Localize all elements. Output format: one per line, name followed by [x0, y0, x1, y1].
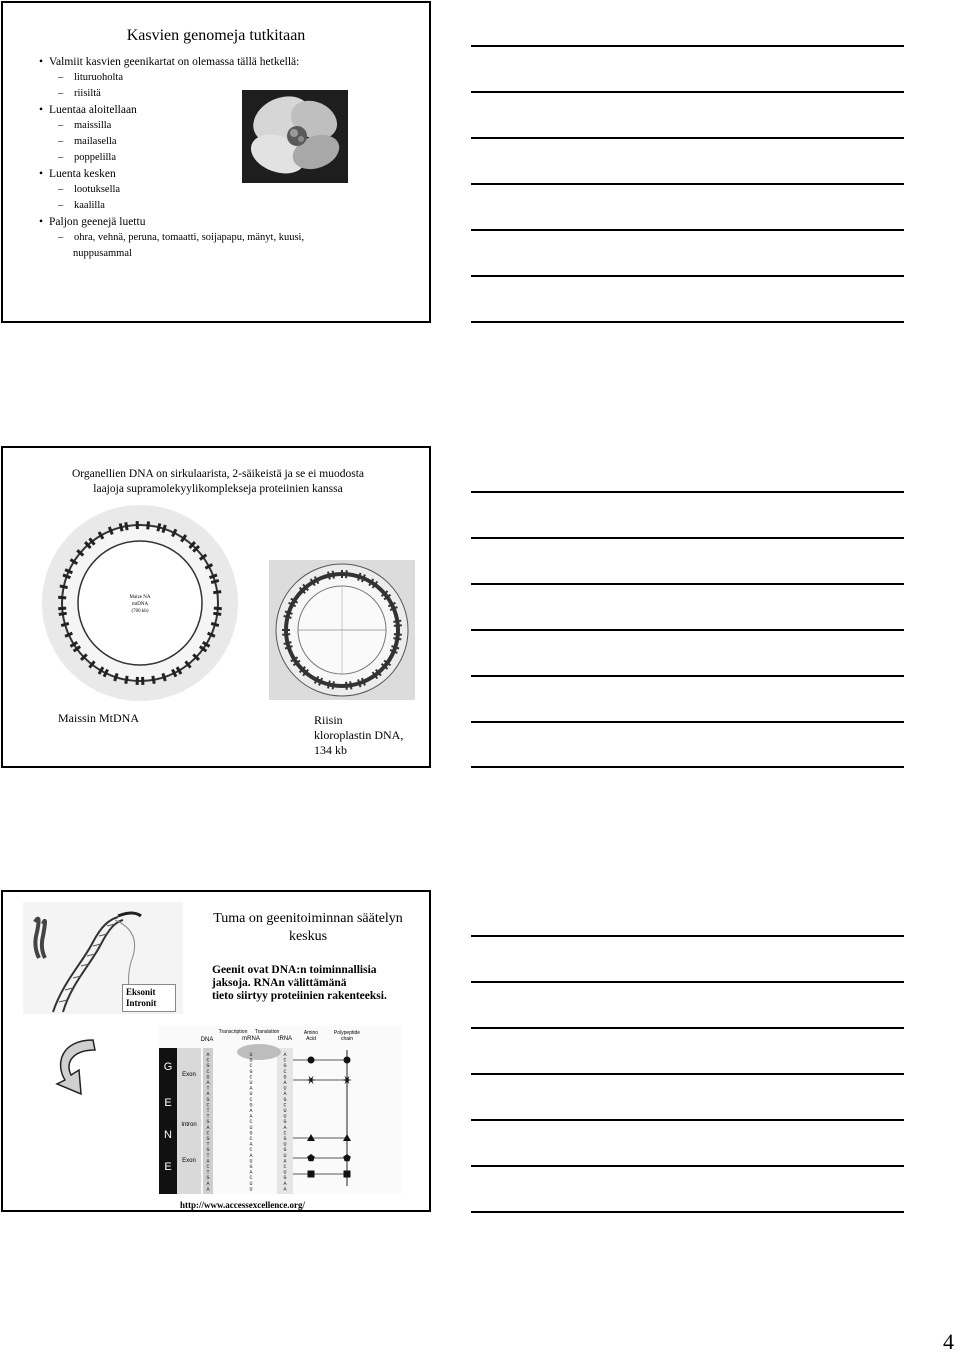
note-line	[471, 537, 904, 539]
codon-letter: G	[206, 1147, 210, 1154]
slide-1	[1, 1, 431, 323]
note-line	[471, 1165, 904, 1167]
chain-header: chain	[341, 1036, 353, 1042]
note-line	[471, 1211, 904, 1213]
codon-letter: G	[283, 1096, 287, 1103]
gene-tick	[126, 676, 127, 684]
gene-tick	[59, 613, 67, 614]
bullet-item	[39, 216, 145, 228]
codon-letter: C	[283, 1068, 287, 1075]
bullet-text: Luenta kesken	[49, 168, 116, 180]
note-line	[471, 629, 904, 631]
note-line	[471, 1119, 904, 1121]
sub-bullet-item	[73, 248, 132, 259]
gene-tick	[158, 523, 160, 531]
note-line	[471, 45, 904, 47]
sub-bullet-item	[58, 232, 304, 243]
slide-3-body-line-3: tieto siirtyy proteiinien rakenteeksi.	[212, 990, 387, 1002]
bullet-text: maissilla	[74, 120, 112, 131]
codon-letter: G	[206, 1074, 210, 1081]
codon-letter: A	[206, 1186, 210, 1193]
bullet-marker: –	[58, 120, 64, 131]
slide-2-heading	[43, 467, 393, 497]
bullet-marker: •	[39, 168, 44, 180]
note-line	[471, 981, 904, 983]
bullet-text: Luentaa aloitellaan	[49, 104, 137, 116]
gene-letter-g: G	[163, 1061, 173, 1073]
rice-chloroplast-map	[269, 560, 415, 700]
slide-3-title	[193, 910, 423, 946]
codon-letter: G	[283, 1074, 287, 1081]
maize-mtdna-map	[39, 502, 241, 704]
gene-tick	[394, 625, 402, 626]
note-line	[471, 275, 904, 277]
codon-letter: C	[206, 1164, 210, 1170]
acid-header: Acid	[306, 1036, 316, 1042]
codon-letter: C	[283, 1057, 287, 1064]
gene-tick	[153, 676, 154, 684]
codon-letter: U	[283, 1113, 287, 1120]
codon-letter: T	[206, 1108, 210, 1114]
sub-bullet-item	[58, 88, 101, 99]
gene-tick	[211, 623, 219, 625]
exon-label-2: Exon	[182, 1158, 196, 1164]
bullet-item	[39, 168, 116, 180]
slide-3-body-line-1: Geenit ovat DNA:n toiminnallisia	[212, 964, 377, 976]
bullet-marker: –	[58, 72, 64, 83]
gene-tick	[333, 681, 334, 689]
gene-tick	[61, 623, 69, 625]
codon-letter: G	[283, 1175, 287, 1182]
bullet-marker: •	[39, 56, 44, 68]
codon-letter: G	[283, 1136, 287, 1142]
dna-header: DNA	[200, 1037, 214, 1043]
exon-intron-label-box	[122, 984, 176, 1012]
bullet-text: nuppusammal	[73, 248, 132, 259]
bullet-item	[39, 104, 137, 116]
codon-letter: G	[249, 1102, 253, 1109]
codon-letter: C	[283, 1130, 287, 1137]
bullet-text: riisiltä	[74, 88, 101, 99]
codon-letter: T	[206, 1169, 210, 1176]
note-line	[471, 183, 904, 185]
sub-bullet-item	[58, 136, 117, 147]
codon-letter: U	[249, 1124, 253, 1131]
codon-letter: C	[249, 1175, 253, 1182]
codon-letter: C	[249, 1119, 253, 1126]
codon-letter: A	[249, 1085, 253, 1092]
gene-tick	[350, 681, 351, 689]
bullet-item	[39, 56, 299, 68]
codon-letter: U	[249, 1080, 253, 1086]
codon-letter: A	[206, 1080, 210, 1086]
slide-3-body-line-2: jaksoja. RNAn välittämänä	[212, 977, 347, 989]
slide-3-title-line-2: keskus	[288, 929, 328, 944]
codon-letter: T	[206, 1113, 210, 1120]
gene-letter-e2: E	[164, 1161, 172, 1173]
bullet-text: lituruoholta	[74, 72, 123, 83]
amino-acid-marker	[344, 1171, 351, 1178]
codon-letter: U	[283, 1108, 287, 1114]
amino-header: Amino	[303, 1030, 319, 1036]
codon-letter: A	[206, 1091, 210, 1098]
slide-1-title: Kasvien genomeja tutkitaan	[126, 27, 306, 44]
bullet-text: Valmiit kasvien geenikartat on olemassa tällä hetkellä:	[49, 56, 300, 68]
codon-letter: C	[249, 1074, 253, 1081]
bullet-marker: –	[58, 232, 64, 243]
slide-3-title-line-1: Tuma on geenitoiminnan säätelyn	[213, 911, 403, 926]
amino-acid-marker	[344, 1057, 351, 1064]
slide-2	[1, 446, 431, 768]
slide-3	[1, 890, 431, 1212]
codon-letter: A	[206, 1124, 210, 1131]
note-line	[471, 583, 904, 585]
codon-letter: U	[249, 1186, 253, 1193]
codon-letter: A	[249, 1152, 253, 1159]
bullet-text: kaalilla	[74, 200, 105, 211]
exon-label-1: Exon	[182, 1072, 196, 1078]
codon-letter: U	[283, 1152, 287, 1159]
trna-header: tRNA	[277, 1036, 293, 1042]
map-center-label-2: mtDNA	[131, 602, 149, 607]
gene-expression-figure	[159, 1026, 401, 1194]
note-line	[471, 91, 904, 93]
note-line	[471, 491, 904, 493]
codon-letter: C	[249, 1147, 253, 1154]
note-line	[471, 1073, 904, 1075]
bullet-marker: •	[39, 216, 44, 228]
codon-letter: G	[283, 1147, 287, 1154]
gene-tick	[58, 608, 66, 609]
codon-letter: G	[206, 1096, 210, 1103]
codon-letter: A	[283, 1180, 287, 1187]
rice-caption-line-3: 134 kb	[314, 743, 347, 757]
mrna-header: mRNA	[242, 1036, 260, 1042]
translation-header: Translation	[254, 1029, 280, 1035]
note-line	[471, 1027, 904, 1029]
codon-letter: T	[206, 1141, 210, 1148]
gene-tick	[120, 523, 122, 531]
gene-tick	[346, 570, 347, 578]
note-line	[471, 137, 904, 139]
codon-letter: A	[283, 1124, 287, 1131]
gene-tick	[393, 621, 401, 622]
codon-letter: C	[283, 1164, 287, 1170]
codon-letter: A	[249, 1141, 253, 1148]
codon-letter: C	[249, 1063, 253, 1070]
bullet-marker: –	[58, 88, 64, 99]
gene-tick	[393, 638, 401, 639]
note-line	[471, 321, 904, 323]
gene-tick	[60, 586, 68, 588]
codon-letter: A	[249, 1169, 253, 1176]
codon-letter: U	[249, 1091, 253, 1098]
codon-letter: T	[206, 1085, 210, 1092]
codon-letter: A	[206, 1052, 210, 1058]
codon-letter: A	[283, 1158, 287, 1165]
flower-photo	[242, 90, 348, 183]
bullet-text: poppelilla	[74, 152, 116, 163]
note-line	[471, 766, 904, 768]
codon-letter: A	[206, 1158, 210, 1165]
codon-letter: A	[283, 1091, 287, 1098]
gene-tick	[58, 597, 66, 598]
codon-letter: G	[249, 1068, 253, 1075]
polypeptide-header: Polypeptide	[333, 1030, 361, 1036]
codon-letter: C	[206, 1102, 210, 1109]
bullet-text: Paljon geenejä luettu	[49, 216, 146, 228]
codon-letter: C	[249, 1136, 253, 1142]
codon-letter: G	[249, 1164, 253, 1170]
bullet-marker: –	[58, 136, 64, 147]
gene-tick	[214, 608, 222, 609]
sub-bullet-item	[58, 120, 111, 131]
intron-label: Intronit	[126, 998, 157, 1008]
codon-letter: T	[206, 1152, 210, 1159]
maize-mtdna-caption: Maissin MtDNA	[58, 711, 140, 725]
codon-letter: G	[283, 1119, 287, 1126]
gene-letter-e1: E	[164, 1097, 172, 1109]
codon-letter: C	[206, 1068, 210, 1075]
codon-letter: G	[206, 1063, 210, 1070]
codon-letter: G	[206, 1175, 210, 1182]
curved-arrow-icon	[51, 1034, 109, 1096]
codon-letter: C	[283, 1102, 287, 1109]
codon-letter: A	[283, 1186, 287, 1193]
bullet-marker: –	[58, 184, 64, 195]
intron-label-fig: Intron	[181, 1122, 197, 1128]
note-line	[471, 935, 904, 937]
slide-2-heading-line-2: laajoja supramolekyylikomplekseja proteiinien kanssa	[93, 483, 343, 495]
sub-bullet-item	[58, 200, 105, 211]
codon-letter: U	[283, 1141, 287, 1148]
gene-letter-n: N	[164, 1129, 172, 1141]
bullet-marker: –	[58, 152, 64, 163]
sub-bullet-item	[58, 152, 116, 163]
codon-letter: G	[283, 1063, 287, 1070]
rice-chloroplast-caption	[314, 713, 403, 758]
amino-acid-marker	[308, 1057, 315, 1064]
gene-tick	[213, 613, 221, 614]
note-line	[471, 229, 904, 231]
bullet-marker: •	[39, 104, 44, 116]
amino-acid-marker	[308, 1171, 315, 1178]
codon-letter: G	[206, 1119, 210, 1126]
slide-2-heading-line-1: Organellien DNA on sirkulaarista, 2-säikeistä ja se ei muodosta	[71, 468, 364, 480]
codon-letter: A	[283, 1080, 287, 1086]
codon-letter: A	[249, 1113, 253, 1120]
bullet-marker: –	[58, 200, 64, 211]
gene-tick	[211, 580, 219, 582]
codon-letter: A	[249, 1108, 253, 1114]
gene-tick	[282, 634, 290, 635]
gene-tick	[126, 522, 127, 530]
bullet-text: lootuksella	[74, 184, 121, 195]
gene-tick	[333, 571, 334, 579]
codon-letter: C	[249, 1096, 253, 1103]
gene-tick	[148, 521, 149, 529]
gene-tick	[394, 634, 402, 635]
bullet-text: mailasella	[74, 136, 117, 147]
codon-letter: U	[283, 1085, 287, 1092]
codon-letter: U	[249, 1052, 253, 1058]
codon-letter: A	[206, 1180, 210, 1187]
sub-bullet-item	[58, 72, 123, 83]
rice-caption-line-2: kloroplastin DNA,	[314, 728, 404, 742]
codon-letter: A	[283, 1052, 287, 1058]
map-center-label-1: Maize NA	[129, 595, 151, 600]
codon-letter: U	[283, 1169, 287, 1176]
note-line	[471, 721, 904, 723]
page-number: 4	[943, 1329, 954, 1354]
gene-tick	[346, 682, 347, 690]
bullet-text: ohra, vehnä, peruna, tomaatti, soijapapu, mänyt, kuusi,	[74, 232, 305, 243]
note-line	[471, 675, 904, 677]
codon-letter: U	[249, 1180, 253, 1187]
slide-3-body	[212, 964, 427, 1003]
rice-caption-line-1: Riisin	[314, 713, 343, 727]
codon-letter: G	[206, 1136, 210, 1142]
codon-letter: C	[206, 1130, 210, 1137]
codon-letter: C	[206, 1057, 210, 1064]
transcription-header: Transcription	[218, 1029, 248, 1035]
codon-letter: G	[249, 1130, 253, 1137]
source-url: http://www.accessexcellence.org/	[180, 1200, 305, 1210]
sub-bullet-item	[58, 184, 120, 195]
exon-label: Eksonit	[126, 987, 156, 997]
map-center-label-3: (700 kb)	[131, 609, 149, 614]
codon-letter: U	[249, 1158, 253, 1165]
codon-letter: G	[249, 1057, 253, 1064]
gene-tick	[213, 592, 221, 593]
